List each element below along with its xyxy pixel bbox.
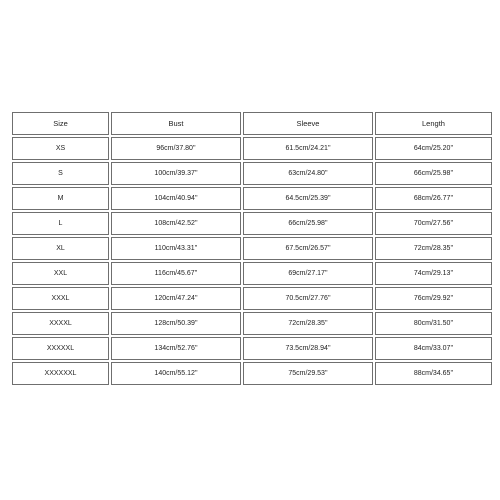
- bust-cell: 110cm/43.31'': [111, 237, 241, 260]
- length-cell: 64cm/25.20'': [375, 137, 492, 160]
- header-length: Length: [375, 112, 492, 135]
- length-cell: 80cm/31.50'': [375, 312, 492, 335]
- bust-cell: 116cm/45.67'': [111, 262, 241, 285]
- bust-cell: 96cm/37.80'': [111, 137, 241, 160]
- bust-cell: 134cm/52.76'': [111, 337, 241, 360]
- sleeve-cell: 69cm/27.17'': [243, 262, 373, 285]
- bust-cell: 128cm/50.39'': [111, 312, 241, 335]
- sleeve-cell: 61.5cm/24.21'': [243, 137, 373, 160]
- size-cell: XXXXL: [12, 312, 109, 335]
- sleeve-cell: 73.5cm/28.94'': [243, 337, 373, 360]
- bust-cell: 120cm/47.24'': [111, 287, 241, 310]
- bust-cell: 100cm/39.37'': [111, 162, 241, 185]
- size-cell: XXXL: [12, 287, 109, 310]
- size-cell: M: [12, 187, 109, 210]
- sleeve-cell: 75cm/29.53'': [243, 362, 373, 385]
- sleeve-cell: 63cm/24.80'': [243, 162, 373, 185]
- size-chart-table: [12, 112, 488, 385]
- length-cell: 74cm/29.13'': [375, 262, 492, 285]
- bust-cell: 104cm/40.94'': [111, 187, 241, 210]
- length-cell: 84cm/33.07'': [375, 337, 492, 360]
- length-cell: 72cm/28.35'': [375, 237, 492, 260]
- size-cell: L: [12, 212, 109, 235]
- bust-cell: 108cm/42.52'': [111, 212, 241, 235]
- sleeve-cell: 64.5cm/25.39'': [243, 187, 373, 210]
- size-cell: S: [12, 162, 109, 185]
- length-cell: 66cm/25.98'': [375, 162, 492, 185]
- sleeve-cell: 67.5cm/26.57'': [243, 237, 373, 260]
- header-sleeve: Sleeve: [243, 112, 373, 135]
- size-cell: XXXXXL: [12, 337, 109, 360]
- size-cell: XXL: [12, 262, 109, 285]
- length-cell: 88cm/34.65'': [375, 362, 492, 385]
- size-cell: XS: [12, 137, 109, 160]
- header-size: Size: [12, 112, 109, 135]
- size-cell: XXXXXXL: [12, 362, 109, 385]
- size-cell: XL: [12, 237, 109, 260]
- length-cell: 70cm/27.56'': [375, 212, 492, 235]
- sleeve-cell: 70.5cm/27.76'': [243, 287, 373, 310]
- sleeve-cell: 72cm/28.35'': [243, 312, 373, 335]
- header-bust: Bust: [111, 112, 241, 135]
- length-cell: 68cm/26.77'': [375, 187, 492, 210]
- length-cell: 76cm/29.92'': [375, 287, 492, 310]
- sleeve-cell: 66cm/25.98'': [243, 212, 373, 235]
- bust-cell: 140cm/55.12'': [111, 362, 241, 385]
